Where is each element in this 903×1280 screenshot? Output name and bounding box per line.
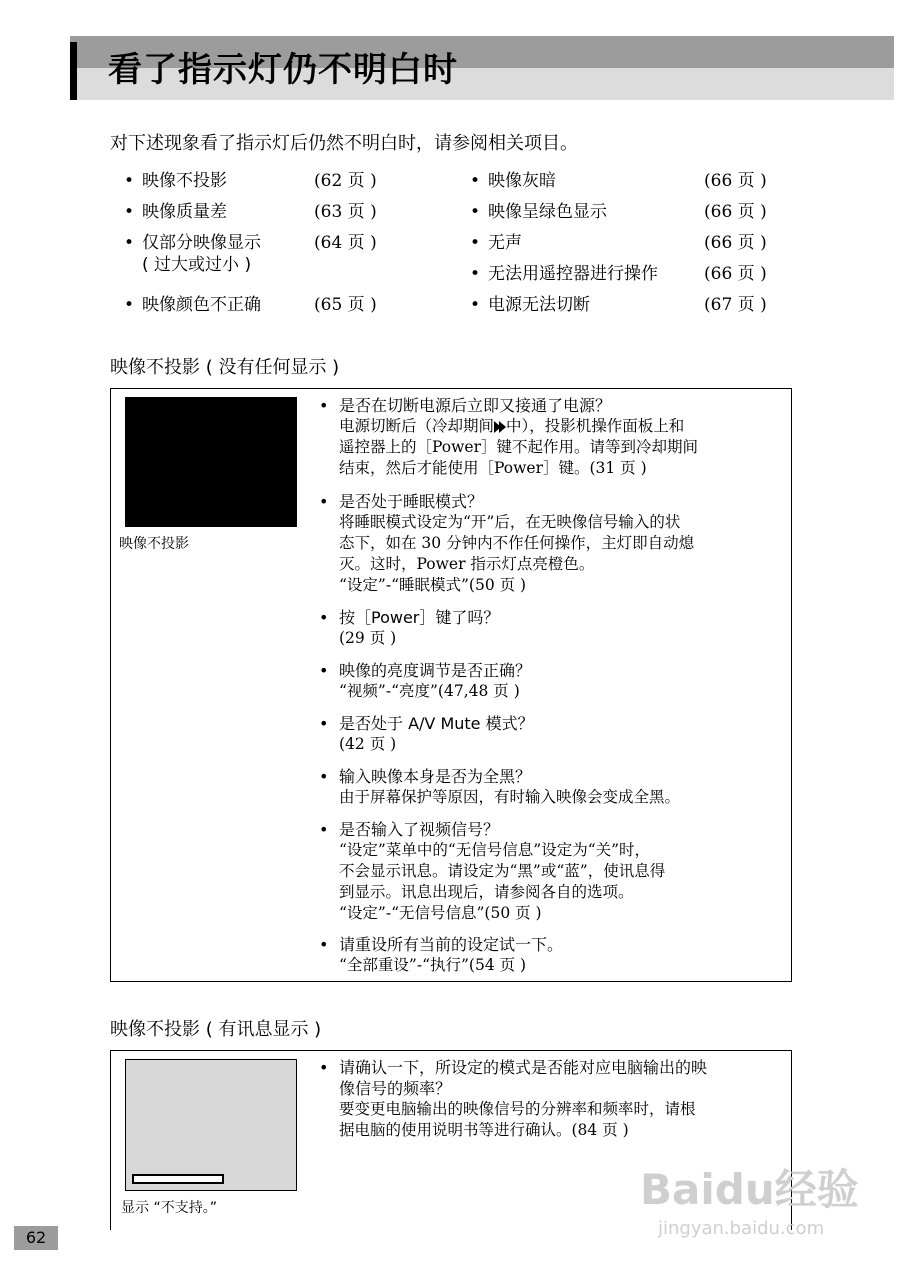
- check-question-cont: 像信号的频率？: [339, 1079, 452, 1098]
- message-bar: [132, 1174, 224, 1184]
- header-rule: [70, 42, 77, 100]
- toc-page: (66 页 ): [704, 202, 767, 222]
- toc-label-sub: ( 过大或过小 ): [142, 255, 252, 275]
- baidu-watermark: [640, 1148, 860, 1244]
- toc-item[interactable]: • 映像呈绿色显示 (66 页 ): [470, 202, 767, 222]
- image-caption: 映像不投影: [119, 536, 189, 552]
- check-item: • 输入映像本身是否为全黑？ 由于屏幕保护等原因，有时输入映像会变成全黑。: [319, 767, 681, 806]
- toc-page: (66 页 ): [704, 171, 767, 191]
- toc-page: (64 页 ): [314, 233, 377, 253]
- check-item: • 按［Power］键了吗？ (29 页 ): [319, 608, 500, 647]
- troubleshoot-box: [110, 388, 792, 982]
- check-question: 是否在切断电源后立即又接通了电源？: [339, 396, 612, 415]
- page-title: 看了指示灯仍不明白时: [108, 50, 458, 90]
- section-heading: 映像不投影 ( 没有任何显示 ): [110, 357, 340, 378]
- check-question: 请确认一下，所设定的模式是否能对应电脑输出的映: [339, 1058, 708, 1077]
- blank-screen-image: [125, 397, 297, 527]
- watermark-url: jingyan.baidu.com: [658, 1218, 825, 1239]
- toc-page: (65 页 ): [314, 295, 377, 315]
- check-item: • 请重设所有当前的设定试一下。 “全部重设”-“执行”(54 页 ): [319, 935, 564, 974]
- check-item: • 请确认一下，所设定的模式是否能对应电脑输出的映 像信号的频率？ 要变更电脑输出的映像信号的分辨率和频率时，请根 据电脑的使用说明书等进行确认。(84 页 ): [319, 1058, 708, 1139]
- toc-item[interactable]: • 仅部分映像显示 ( 过大或过小 ) (64 页 ): [124, 233, 377, 275]
- toc-label: 电源无法切断: [488, 295, 590, 315]
- toc-page: (63 页 ): [314, 202, 377, 222]
- toc-item[interactable]: • 映像灰暗 (66 页 ): [470, 171, 767, 191]
- check-question: 是否输入了视频信号？: [339, 820, 500, 839]
- check-question: 映像的亮度调节是否正确？: [339, 661, 532, 680]
- check-answer: (42 页 ): [339, 735, 397, 753]
- toc-page: (66 页 ): [704, 233, 767, 253]
- check-answer: 要变更电脑输出的映像信号的分辨率和频率时，请根 据电脑的使用说明书等进行确认。(84 页 ): [339, 1100, 696, 1139]
- intro-text: 对下述现象看了指示灯后仍然不明白时，请参阅相关项目。: [110, 133, 578, 154]
- check-answer: 将睡眠模式设定为“开”后，在无映像信号输入的状 态下，如在 30 分钟内不作任何操作，主灯即自动熄 灭。这时，Power 指示灯点亮橙色。 “设定”-“睡眠模式”(50 页 ): [339, 513, 695, 594]
- image-caption: 显示 “不支持。”: [121, 1200, 217, 1216]
- toc-item[interactable]: • 映像不投影 (62 页 ): [124, 171, 377, 191]
- page-number: 62: [14, 1226, 58, 1250]
- toc-item[interactable]: • 无法用遥控器进行操作 (66 页 ): [470, 264, 767, 284]
- check-question: 是否处于睡眠模式？: [339, 492, 484, 511]
- toc-item[interactable]: • 电源无法切断 (67 页 ): [470, 295, 767, 315]
- check-answer: “视频”-“亮度”(47,48 页 ): [339, 682, 520, 700]
- check-answer: “全部重设”-“执行”(54 页 ): [339, 956, 527, 974]
- watermark-logo: Baidu经验: [640, 1165, 859, 1214]
- check-question: 请重设所有当前的设定试一下。: [339, 935, 564, 954]
- check-item: • 是否处于睡眠模式？ 将睡眠模式设定为“开”后，在无映像信号输入的状 态下，如在 30 分钟内不作任何操作，主灯即自动熄 灭。这时，Power 指示灯点亮橙色。 “设定”-“睡眠模式”(50 页 ): [319, 492, 695, 594]
- check-item: • 是否在切断电源后立即又接通了电源？ 电源切断后（冷却期间 中），投影机操作面板上和 遥控器上的［Power］键不起作用。请等到冷却期间 结束，然后才能使用［Power］键。(31 页 ): [319, 396, 698, 477]
- check-item: • 映像的亮度调节是否正确？ “视频”-“亮度”(47,48 页 ): [319, 661, 532, 700]
- check-question: 是否处于 A/V Mute 模式？: [339, 714, 534, 733]
- check-item: • 是否输入了视频信号？ “设定”菜单中的“无信号信息”设定为“关”时， 不会显示讯息。请设定为“黑”或“蓝”，使讯息得 到显示。讯息出现后，请参阅各自的选项。 “设定”-“无信号信息”(50 页 ): [319, 820, 666, 922]
- toc-item[interactable]: • 无声 (66 页 ): [470, 233, 767, 253]
- toc-page: (67 页 ): [704, 295, 767, 315]
- message-screen-image: [125, 1059, 297, 1191]
- toc-item[interactable]: • 映像质量差 (63 页 ): [124, 202, 377, 222]
- toc-label: 无声: [488, 233, 522, 253]
- section-heading: 映像不投影 ( 有讯息显示 ): [110, 1019, 322, 1040]
- check-answer: “设定”菜单中的“无信号信息”设定为“关”时， 不会显示讯息。请设定为“黑”或“蓝”，使讯息得 到显示。讯息出现后，请参阅各自的选项。 “设定”-“无信号信息”(50 页 ): [339, 841, 666, 922]
- play-triangle-icon: [499, 421, 506, 433]
- check-answer: (29 页 ): [339, 629, 397, 647]
- toc-label: 仅部分映像显示: [142, 233, 261, 253]
- check-question: 按［Power］键了吗？: [339, 608, 500, 627]
- check-item: • 是否处于 A/V Mute 模式？ (42 页 ): [319, 714, 534, 753]
- toc-page: (66 页 ): [704, 264, 767, 284]
- check-answer: 电源切断后（冷却期间 中），投影机操作面板上和 遥控器上的［Power］键不起作用。请等到冷却期间 结束，然后才能使用［Power］键。(31 页 ): [339, 417, 698, 477]
- toc-label: 映像灰暗: [488, 171, 556, 191]
- check-question: 输入映像本身是否为全黑？: [339, 767, 532, 786]
- toc-page: (62 页 ): [314, 171, 377, 191]
- toc-label: 映像质量差: [142, 202, 227, 222]
- toc-label: 映像不投影: [142, 171, 227, 191]
- toc-item[interactable]: • 映像颜色不正确 (65 页 ): [124, 295, 377, 315]
- toc-label: 无法用遥控器进行操作: [488, 264, 658, 284]
- toc-label: 映像颜色不正确: [142, 295, 261, 315]
- check-answer: 由于屏幕保护等原因，有时输入映像会变成全黑。: [339, 788, 681, 806]
- toc-label: 映像呈绿色显示: [488, 202, 607, 222]
